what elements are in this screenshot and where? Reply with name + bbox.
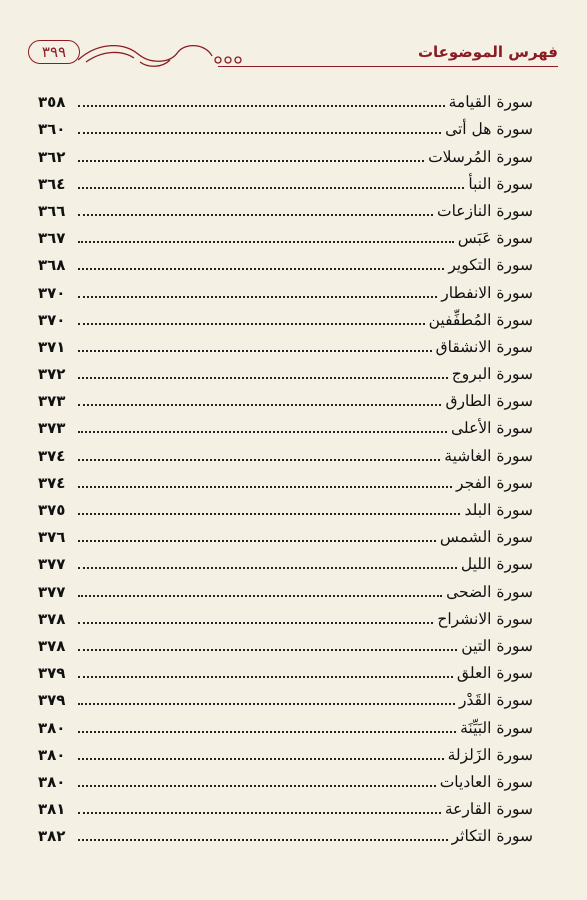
toc-entry-title: سورة القارعة (444, 800, 533, 819)
toc-entry-page: ٣٧٩ (38, 664, 66, 683)
toc-entry (38, 602, 533, 629)
dot-leader (78, 431, 447, 433)
toc-entry (38, 819, 533, 846)
header-rule (218, 66, 558, 67)
toc-entry-title: سورة الشمس (439, 528, 533, 547)
toc-entry (38, 248, 533, 275)
toc-entry-title: سورة الزَلزلة (447, 745, 533, 764)
toc-entry (38, 547, 533, 574)
toc-entry-page: ٣٧٤ (38, 446, 66, 465)
toc-entry (38, 221, 533, 248)
toc-entry-title: سورة التكوير (448, 256, 533, 275)
page-number: ٣٩٩ (28, 40, 80, 64)
toc-entry-page: ٣٧٣ (38, 392, 66, 411)
dot-leader (78, 350, 432, 352)
toc-entry-page: ٣٦٦ (38, 201, 66, 220)
toc-entry (38, 710, 533, 737)
toc-entry (38, 167, 533, 194)
toc-entry-title: سورة الضحى (446, 582, 533, 601)
toc-entry (38, 629, 533, 656)
toc-entry-title: سورة الطارق (445, 392, 533, 411)
toc-entry-title: سورة التين (461, 636, 533, 655)
toc-entry-page: ٣٨٢ (38, 827, 66, 846)
toc-entry-title: سورة الفجر (456, 473, 533, 492)
toc-entry (38, 112, 533, 139)
toc-entry-page: ٣٧٨ (38, 636, 66, 655)
dot-leader (78, 676, 453, 678)
toc-entry-page: ٣٧٧ (38, 555, 66, 574)
dot-leader (78, 187, 464, 189)
toc-entry-page: ٣٧٠ (38, 310, 66, 329)
toc-entry-title: سورة الانشراح (437, 609, 533, 628)
toc-entry (38, 275, 533, 302)
dot-leader (78, 839, 448, 841)
toc-entry-title: سورة القَدْر (458, 691, 533, 710)
toc-entry-page: ٣٧٨ (38, 609, 66, 628)
toc-entry-page: ٣٦٧ (38, 229, 66, 248)
dot-leader (78, 323, 425, 325)
toc-entry (38, 493, 533, 520)
toc-entry-title: سورة هل أتى (445, 120, 533, 139)
toc-entry-title: سورة عَبَس (457, 229, 533, 248)
dot-leader (78, 132, 441, 134)
toc-entry-page: ٣٧٠ (38, 283, 66, 302)
toc-entry (38, 574, 533, 601)
toc-entry (38, 303, 533, 330)
toc-entry-title: سورة الانشقاق (435, 337, 533, 356)
toc-entry-title: سورة البَيِّنَة (460, 718, 533, 737)
toc-entry (38, 683, 533, 710)
toc-entry-page: ٣٧٦ (38, 528, 66, 547)
dot-leader (78, 377, 448, 379)
dot-leader (78, 268, 444, 270)
toc-entry (38, 656, 533, 683)
dot-leader (78, 758, 444, 760)
toc-entry (38, 357, 533, 384)
table-of-contents (38, 85, 533, 846)
toc-entry-page: ٣٧٢ (38, 365, 66, 384)
toc-entry-title: سورة المُرسلات (428, 147, 533, 166)
toc-entry-title: سورة العاديات (439, 772, 533, 791)
dot-leader (78, 214, 433, 216)
toc-entry-page: ٣٨٠ (38, 745, 66, 764)
toc-entry-title: سورة النبأ (468, 174, 533, 193)
toc-entry (38, 438, 533, 465)
dot-leader (78, 567, 457, 569)
page-header (28, 38, 558, 68)
dot-leader (78, 812, 441, 814)
dot-leader (78, 622, 433, 624)
toc-entry (38, 384, 533, 411)
toc-entry-title: سورة البلد (464, 501, 533, 519)
toc-entry-title: سورة القيامة (448, 93, 533, 112)
toc-entry-title: سورة التكاثر (451, 827, 533, 846)
toc-entry (38, 330, 533, 357)
toc-entry-title: سورة الغاشية (444, 446, 533, 465)
toc-entry-page: ٣٥٨ (38, 93, 66, 112)
dot-leader (78, 595, 442, 597)
dot-leader (78, 404, 441, 406)
toc-entry-title: سورة النازعات (436, 201, 533, 220)
toc-entry-page: ٣٨٠ (38, 772, 66, 791)
toc-entry (38, 85, 533, 112)
toc-entry-title: سورة الليل (460, 555, 533, 574)
toc-entry-page: ٣٨٠ (38, 718, 66, 737)
toc-entry-page: ٣٧٥ (38, 501, 66, 519)
toc-entry-page: ٣٧٣ (38, 419, 66, 438)
dot-leader (78, 486, 452, 488)
toc-entry (38, 738, 533, 765)
toc-entry-page: ٣٨١ (38, 800, 66, 819)
dot-leader (78, 513, 460, 515)
toc-entry (38, 139, 533, 166)
dot-leader (78, 296, 437, 298)
toc-entry (38, 520, 533, 547)
toc-entry-page: ٣٦٠ (38, 120, 66, 139)
dot-leader (78, 540, 436, 542)
dot-leader (78, 241, 454, 243)
toc-entry (38, 765, 533, 792)
toc-entry-title: سورة المُطفِّفين (428, 310, 533, 329)
dot-leader (78, 649, 457, 651)
toc-entry-page: ٣٦٨ (38, 256, 66, 275)
toc-entry-title: سورة الأعلى (451, 419, 533, 438)
toc-entry-page: ٣٦٢ (38, 147, 66, 166)
toc-entry (38, 194, 533, 221)
toc-entry-title: سورة البروج (451, 365, 533, 384)
toc-entry (38, 466, 533, 493)
toc-entry-page: ٣٧٧ (38, 582, 66, 601)
toc-entry (38, 792, 533, 819)
toc-entry (38, 411, 533, 438)
dot-leader (78, 785, 436, 787)
toc-entry-page: ٣٧٩ (38, 691, 66, 710)
dot-leader (78, 459, 440, 461)
dot-leader (78, 731, 456, 733)
toc-entry-page: ٣٧٤ (38, 473, 66, 492)
toc-entry-title: سورة العلق (456, 664, 533, 683)
toc-entry-page: ٣٧١ (38, 337, 66, 356)
toc-entry-title: سورة الانفطار (441, 283, 533, 302)
page-title: فهرس الموضوعات (417, 43, 558, 61)
dot-leader (78, 105, 445, 107)
dot-leader (78, 160, 424, 162)
dot-leader (78, 703, 455, 705)
toc-entry-page: ٣٦٤ (38, 174, 66, 193)
